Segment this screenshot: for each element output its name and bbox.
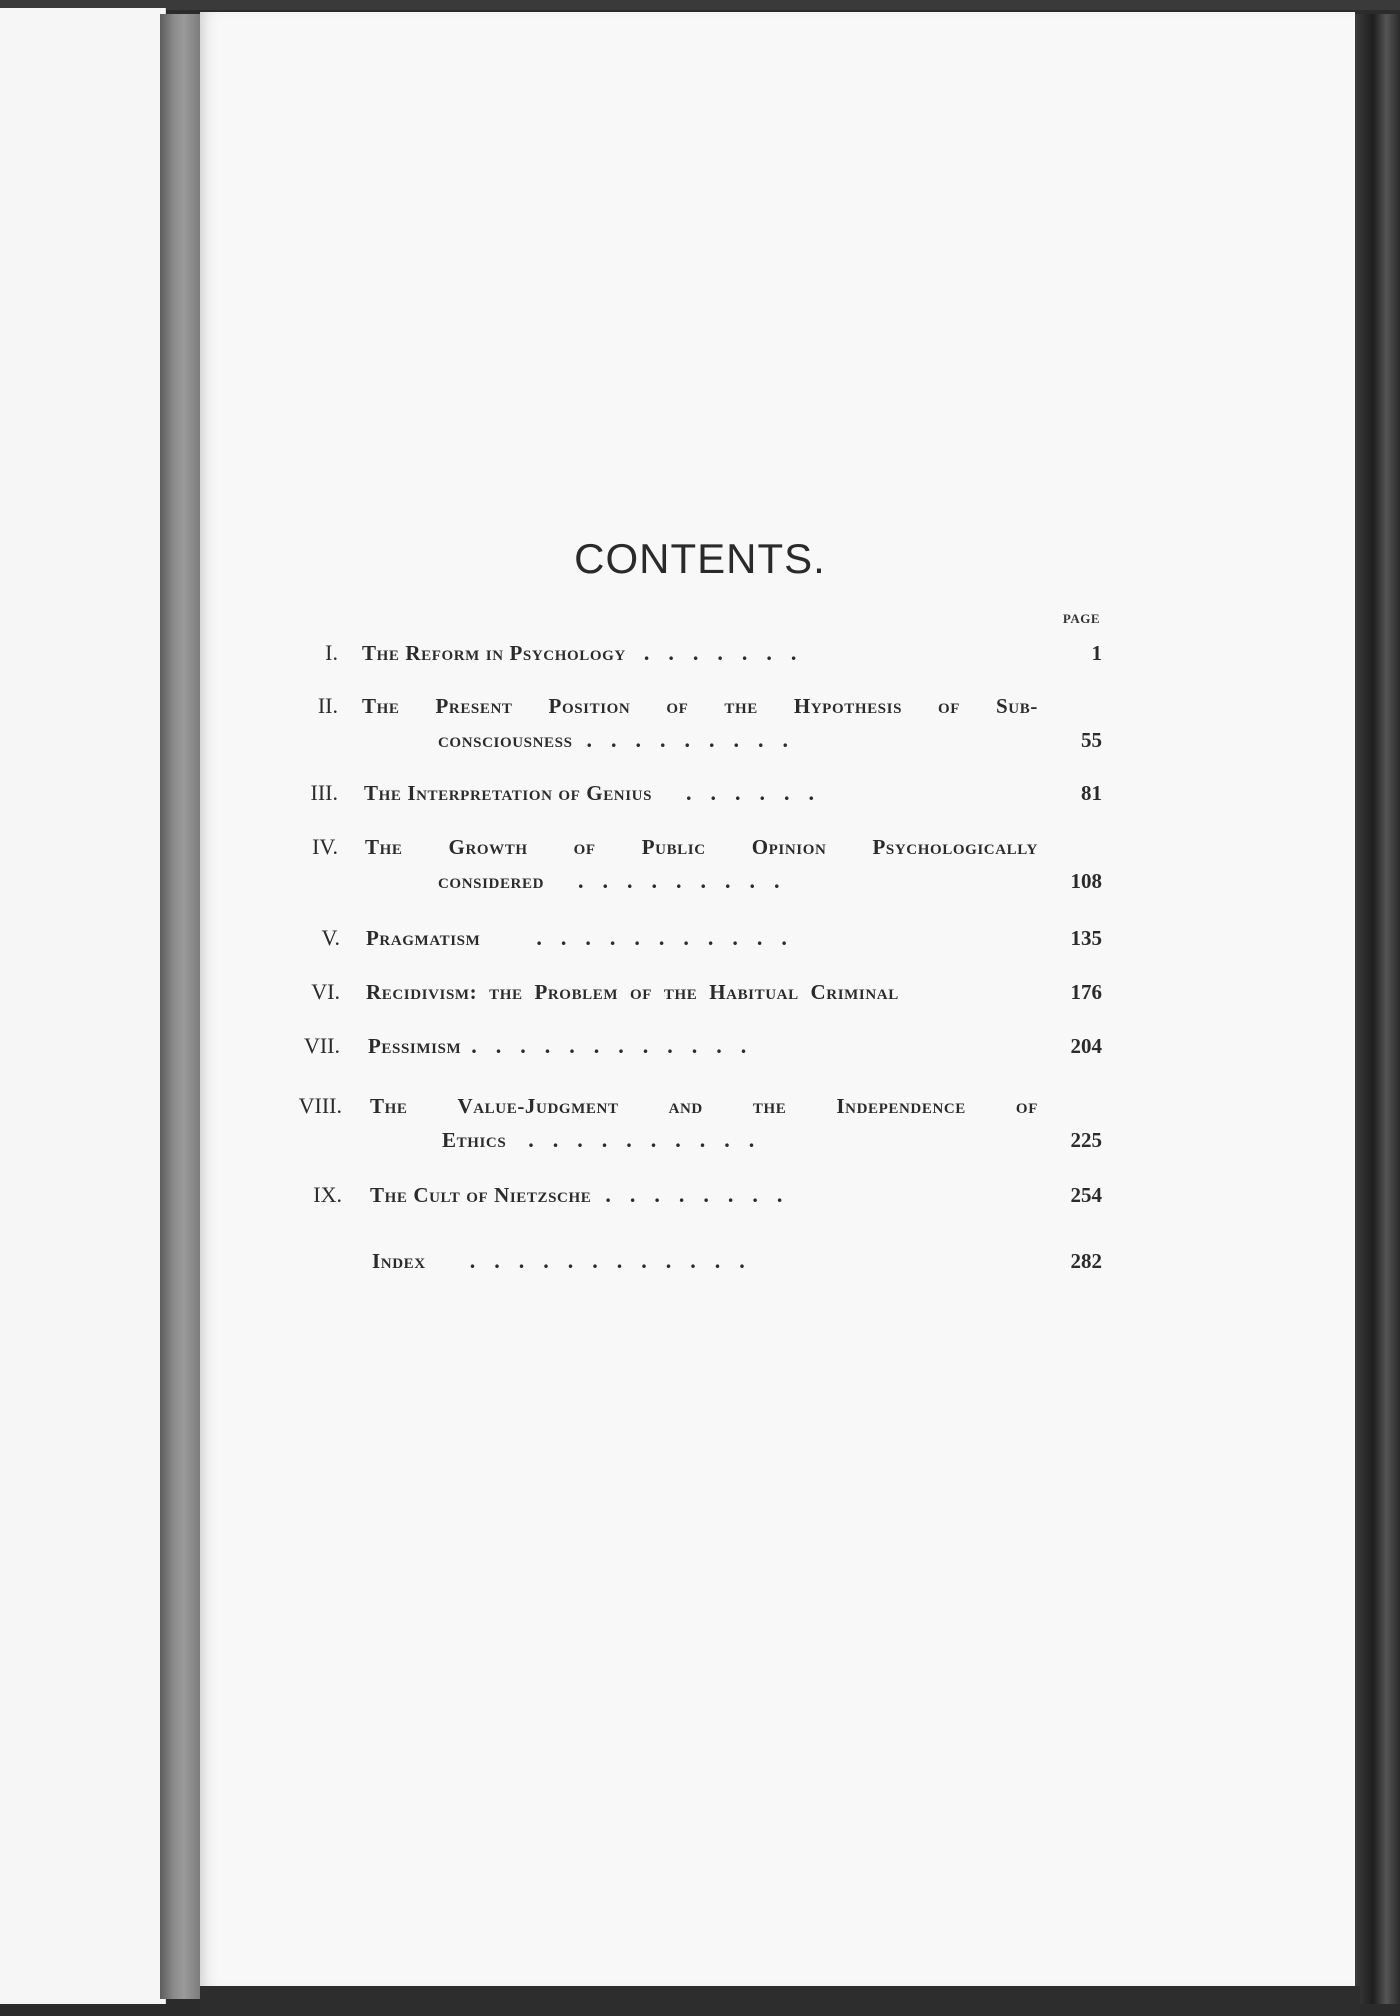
right-edge (1355, 14, 1400, 2004)
chapter-title: Pragmatism (366, 926, 481, 950)
chapter-number: V. (321, 925, 340, 950)
left-page (0, 8, 166, 2004)
page-column-heading: PAGE (1062, 611, 1100, 626)
chapter-number: VII. (303, 1033, 340, 1058)
chapter-page: 225 (1070, 1128, 1102, 1152)
top-edge (0, 0, 1400, 10)
chapter-page: 135 (1070, 926, 1102, 950)
chapter-title-line-2: considered (438, 869, 545, 893)
chapter-page: 81 (1081, 781, 1102, 805)
dot-leader: .......... (528, 1127, 774, 1152)
chapter-title-line-1: The Present Position of the Hypothesis of Sub- (362, 694, 1038, 718)
dot-leader: ......... (586, 727, 808, 752)
chapter-title: The Reform in Psychology (362, 641, 626, 665)
dot-leader: ........... (536, 925, 806, 950)
chapter-number: VI. (311, 979, 340, 1004)
chapter-number: IV. (312, 834, 338, 859)
chapter-title-line-2: Ethics (442, 1128, 507, 1152)
chapter-title: The Interpretation of Genius (364, 781, 653, 805)
index-page: 282 (1070, 1249, 1102, 1273)
chapter-page: 1 (1091, 641, 1102, 665)
chapter-number: I. (325, 640, 338, 665)
dot-leader: ....... (643, 640, 816, 665)
page-title: CONTENTS. (574, 535, 826, 582)
chapter-title: Recidivism: the Problem of the Habitual Criminal (366, 980, 899, 1004)
chapter-number: IX. (313, 1182, 342, 1207)
chapter-title-line-1: The Growth of Public Opinion Psychologically (365, 835, 1038, 859)
dot-leader: ............ (469, 1248, 764, 1273)
chapter-page: 176 (1070, 980, 1102, 1004)
index-title: Index (372, 1249, 426, 1273)
chapter-title-line-2: consciousness (438, 728, 573, 752)
chapter-page: 55 (1081, 728, 1102, 752)
dot-leader: ......... (578, 868, 799, 893)
dot-leader: ........ (605, 1182, 802, 1207)
chapter-title: Pessimism (368, 1034, 462, 1058)
chapter-number: III. (310, 780, 338, 805)
chapter-page: 254 (1070, 1183, 1102, 1207)
chapter-page: 204 (1070, 1034, 1102, 1058)
chapter-title: The Cult of Nietzsche (370, 1183, 592, 1207)
bottom-edge (200, 1986, 1360, 2016)
dot-leader: ............ (471, 1033, 766, 1058)
dot-leader: ...... (686, 780, 834, 805)
chapter-number: II. (317, 693, 338, 718)
chapter-number: VIII. (298, 1093, 342, 1118)
chapter-page: 108 (1070, 869, 1102, 893)
book-spine (160, 14, 200, 1999)
chapter-title-line-1: The Value-Judgment and the Independence of (370, 1094, 1038, 1118)
